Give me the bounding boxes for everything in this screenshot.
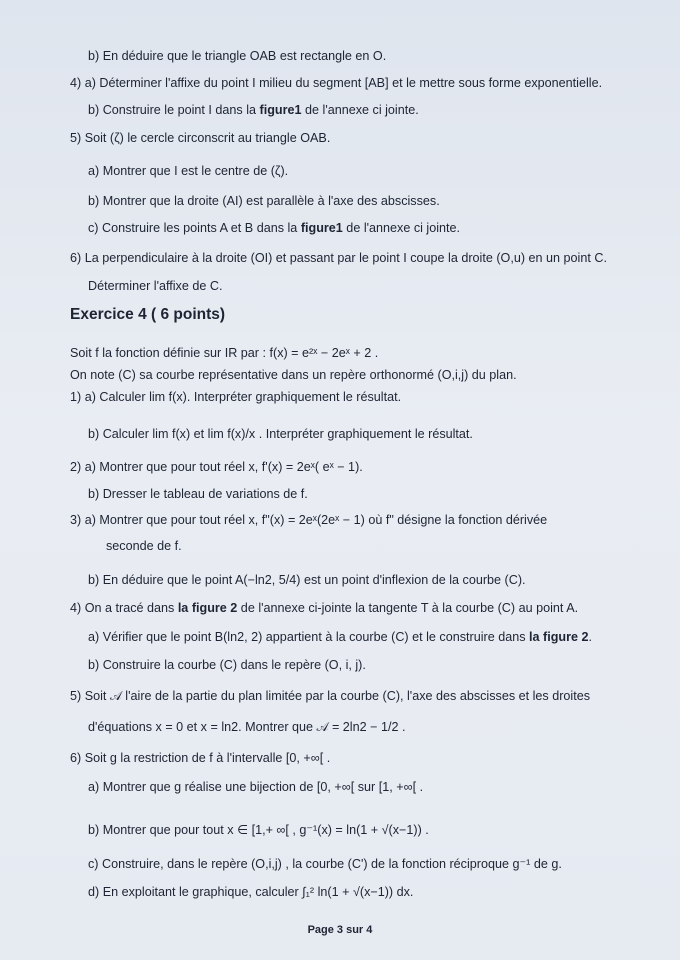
line-text: c) Construire les points A et B dans la xyxy=(88,221,301,235)
line-text: Déterminer l'affixe de C. xyxy=(88,279,223,293)
text-line xyxy=(88,193,440,209)
text-line xyxy=(88,102,419,118)
line-text: 2) a) Montrer que pour tout réel x, f'(x) = 2eˣ( eˣ − 1). xyxy=(70,460,363,474)
text-line xyxy=(70,688,590,704)
text-line xyxy=(70,600,578,616)
line-bold-text: la figure 2 xyxy=(177,601,238,615)
text-line xyxy=(70,750,330,766)
text-line xyxy=(88,572,526,588)
line-text: b) Construire le point I dans la xyxy=(88,103,260,117)
line-text: b) Montrer que la droite (AI) est parallèle à l'axe des abscisses. xyxy=(88,194,440,208)
line-bold-text: la figure 2 xyxy=(529,630,589,644)
line-text: d'équations x = 0 et x = ln2. Montrer que 𝒜 = 2ln2 − 1/2 . xyxy=(88,720,406,734)
line-text: b) Dresser le tableau de variations de f. xyxy=(88,487,308,501)
text-line xyxy=(70,512,547,528)
text-line xyxy=(70,367,517,383)
line-text: 5) Soit (ζ) le cercle circonscrit au triangle OAB. xyxy=(70,131,331,145)
text-line xyxy=(70,75,602,91)
text-line xyxy=(88,426,473,442)
line-text: Soit f la fonction définie sur IR par : f(x) = e²ˣ − 2eˣ + 2 . xyxy=(70,346,379,360)
line-text: d) En exploitant le graphique, calculer ∫₁² ln(1 + √(x−1)) dx. xyxy=(88,885,414,899)
line-text: 3) a) Montrer que pour tout réel x, f"(x) = 2eˣ(2eˣ − 1) où f" désigne la fonction dérivée xyxy=(70,513,548,527)
line-text: b) Calculer lim f(x) et lim f(x)/x . Interpréter graphiquement le résultat. xyxy=(88,427,473,441)
text-line xyxy=(88,486,308,502)
text-line xyxy=(70,459,363,475)
line-bold-text: figure1 xyxy=(259,103,302,117)
line-text: a) Montrer que g réalise une bijection de [0, +∞[ sur [1, +∞[ . xyxy=(88,780,424,794)
text-line xyxy=(106,538,182,554)
text-line xyxy=(88,278,222,294)
text-line xyxy=(70,250,607,266)
text-line xyxy=(88,884,413,900)
text-line xyxy=(88,220,460,236)
text-line xyxy=(88,657,366,673)
text-line xyxy=(70,345,378,361)
line-text: 6) La perpendiculaire à la droite (OI) et passant par le point I coupe la droite (O,u) en un point C. xyxy=(70,251,607,265)
line-text: seconde de f. xyxy=(106,539,182,553)
page-number: Page 3 sur 4 xyxy=(307,924,373,936)
text-line xyxy=(88,163,288,179)
line-text: b) En déduire que le point A(−ln2, 5/4) est un point d'inflexion de la courbe (C). xyxy=(88,573,526,587)
line-text-rest: de l'annexe ci jointe. xyxy=(301,103,419,117)
line-text: a) Vérifier que le point B(ln2, 2) appartient à la courbe (C) et le construire dans xyxy=(88,630,530,644)
line-text-rest: . xyxy=(588,630,593,644)
line-text: b) Construire la courbe (C) dans le repère (O, i, j). xyxy=(88,658,366,672)
text-line xyxy=(70,389,401,405)
line-text: On note (C) sa courbe représentative dans un repère orthonormé (O,i,j) du plan. xyxy=(70,368,517,382)
line-text: a) Montrer que I est le centre de (ζ). xyxy=(88,164,289,178)
text-line xyxy=(88,629,592,645)
exercise-title: Exercice 4 ( 6 points) xyxy=(70,306,226,323)
line-text: 5) Soit 𝒜 l'aire de la partie du plan limitée par la courbe (C), l'axe des abscisses et les droites xyxy=(70,689,591,703)
text-line xyxy=(70,130,330,146)
line-text: 1) a) Calculer lim f(x). Interpréter graphiquement le résultat. xyxy=(70,390,402,404)
line-text-rest: de l'annexe ci-jointe la tangente T à la courbe (C) au point A. xyxy=(237,601,579,615)
line-text: c) Construire, dans le repère (O,i,j) , la courbe (C') de la fonction réciproque g⁻¹ de g. xyxy=(88,857,562,871)
line-text: 4) a) Déterminer l'affixe du point I milieu du segment [AB] et le mettre sous forme exponentielle. xyxy=(70,76,603,90)
text-line xyxy=(88,719,405,735)
line-text: b) En déduire que le triangle OAB est rectangle en O. xyxy=(88,49,387,63)
text-line xyxy=(88,856,562,872)
line-bold-text: figure1 xyxy=(300,221,343,235)
line-text-rest: de l'annexe ci jointe. xyxy=(342,221,461,235)
line-text: b) Montrer que pour tout x ∈ [1,+ ∞[ , g⁻¹(x) = ln(1 + √(x−1)) . xyxy=(88,823,429,837)
text-line xyxy=(88,779,423,795)
text-line xyxy=(88,822,429,838)
line-text: 4) On a tracé dans xyxy=(70,601,178,615)
line-text: 6) Soit g la restriction de f à l'intervalle [0, +∞[ . xyxy=(70,751,331,765)
text-line xyxy=(88,48,386,64)
